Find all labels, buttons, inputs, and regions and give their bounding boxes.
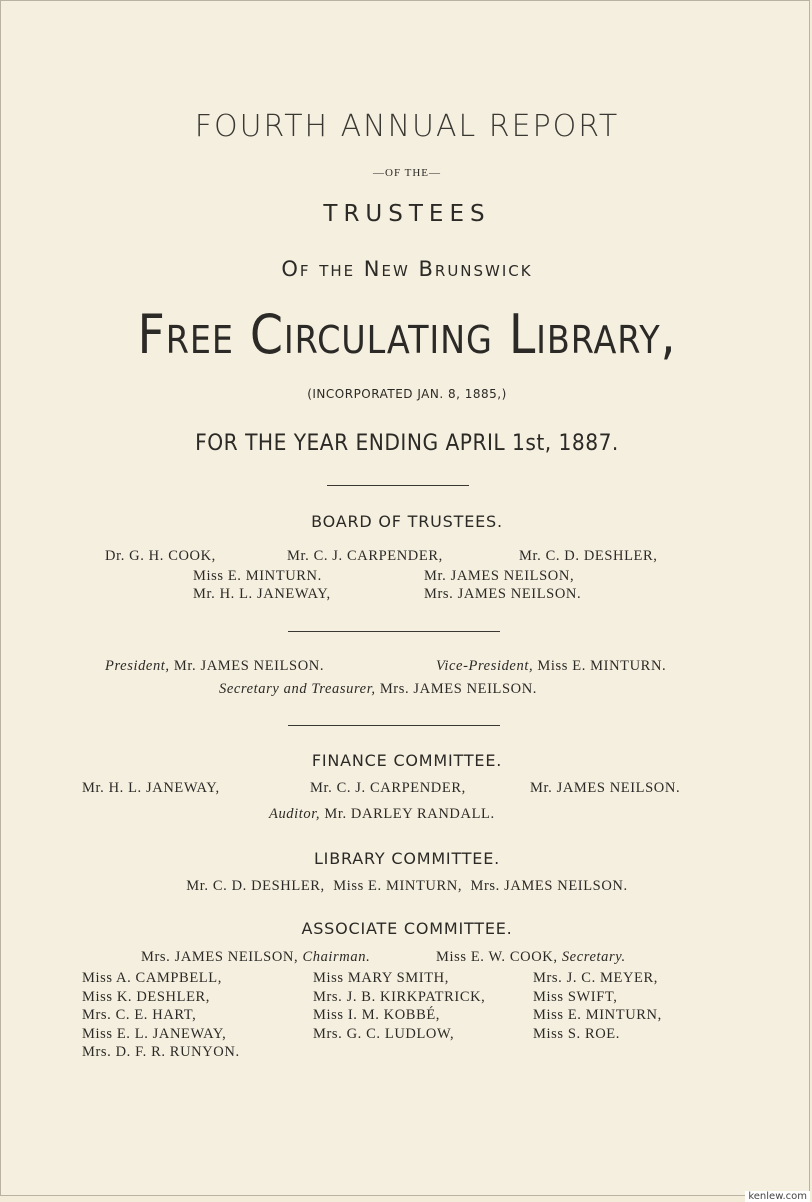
of-the-line: —OF THE— bbox=[373, 167, 441, 179]
incorporated-line: (INCORPORATED JAN. 8, 1885,) bbox=[307, 387, 507, 401]
board-heading: BOARD OF TRUSTEES. bbox=[311, 512, 503, 531]
finance-member: Mr. H. L. JANEWAY, bbox=[82, 780, 220, 796]
associate-heading: ASSOCIATE COMMITTEE. bbox=[301, 919, 513, 938]
board-member: Mr. H. L. JANEWAY, bbox=[193, 586, 331, 602]
board-member: Mr. C. D. DESHLER, bbox=[519, 548, 658, 564]
associate-member: Mrs. C. E. HART, bbox=[82, 1007, 197, 1023]
divider-rule bbox=[327, 485, 469, 486]
divider-rule bbox=[288, 631, 500, 632]
associate-member: Miss E. MINTURN, bbox=[533, 1007, 662, 1023]
associate-member: Miss I. M. KOBBÉ, bbox=[313, 1007, 441, 1023]
associate-member: Mrs. J. C. MEYER, bbox=[533, 970, 659, 986]
associate-member: Miss E. L. JANEWAY, bbox=[82, 1025, 227, 1042]
board-member: Mr. C. J. CARPENDER, bbox=[287, 548, 443, 564]
finance-member: Mr. C. J. CARPENDER, bbox=[310, 780, 466, 796]
associate-member: Miss SWIFT, bbox=[533, 988, 618, 1005]
president-name: Mr. JAMES NEILSON. bbox=[173, 658, 325, 674]
board-member: Mr. JAMES NEILSON, bbox=[424, 568, 575, 584]
president-title: President, bbox=[105, 658, 170, 674]
board-member: Mrs. JAMES NEILSON. bbox=[424, 586, 582, 602]
associate-secretary-line bbox=[436, 949, 626, 966]
associate-column-1 bbox=[82, 969, 240, 1062]
associate-chairman-name: Mrs. JAMES NEILSON, bbox=[141, 949, 299, 965]
associate-member: Miss K. DESHLER, bbox=[82, 988, 211, 1005]
year-line: FOR THE YEAR ENDING APRIL 1st, 1887. bbox=[195, 431, 619, 456]
associate-column-2 bbox=[313, 969, 485, 1043]
library-committee-heading: LIBRARY COMMITTEE. bbox=[313, 849, 501, 868]
secretary-line bbox=[219, 681, 537, 698]
divider-rule bbox=[288, 725, 500, 726]
associate-chairman-line bbox=[141, 949, 370, 966]
associate-member: Mrs. G. C. LUDLOW, bbox=[313, 1025, 455, 1042]
associate-secretary-title: Secretary. bbox=[561, 949, 626, 965]
report-title: FOURTH ANNUAL REPORT bbox=[194, 109, 620, 144]
associate-secretary-name: Miss E. W. COOK, bbox=[436, 949, 558, 965]
board-member: Dr. G. H. COOK, bbox=[105, 548, 216, 564]
associate-member: Miss MARY SMITH, bbox=[313, 970, 449, 986]
associate-column-3 bbox=[533, 969, 662, 1043]
associate-member: Mrs. D. F. R. RUNYON. bbox=[82, 1044, 240, 1060]
auditor-title: Auditor, bbox=[269, 806, 321, 822]
vice-president-title: Vice-President, bbox=[436, 658, 534, 674]
trustees-heading: TRUSTEES bbox=[323, 201, 491, 227]
watermark: kenlew.com bbox=[745, 1191, 810, 1202]
finance-member: Mr. JAMES NEILSON. bbox=[530, 780, 681, 796]
associate-chairman-title: Chairman. bbox=[302, 949, 371, 965]
library-name: Free Circulating Library, bbox=[137, 303, 677, 366]
secretary-name: Mrs. JAMES NEILSON. bbox=[379, 681, 538, 697]
associate-member: Miss S. ROE. bbox=[533, 1025, 620, 1042]
associate-member: Mrs. J. B. KIRKPATRICK, bbox=[313, 988, 486, 1005]
library-committee-members: Mr. C. D. DESHLER, Miss E. MINTURN, Mrs. JAMES NEILSON. bbox=[186, 878, 628, 894]
president-line bbox=[105, 658, 324, 675]
secretary-title: Secretary and Treasurer, bbox=[219, 681, 376, 697]
auditor-name: Mr. DARLEY RANDALL. bbox=[324, 806, 495, 822]
associate-member: Miss A. CAMPBELL, bbox=[82, 970, 222, 986]
vice-president-line bbox=[436, 658, 666, 675]
new-brunswick-line: Of the New Brunswick bbox=[281, 257, 533, 281]
auditor-line bbox=[269, 806, 495, 823]
board-member: Miss E. MINTURN. bbox=[193, 568, 322, 584]
vice-president-name: Miss E. MINTURN. bbox=[537, 658, 667, 674]
finance-heading: FINANCE COMMITTEE. bbox=[311, 751, 503, 770]
